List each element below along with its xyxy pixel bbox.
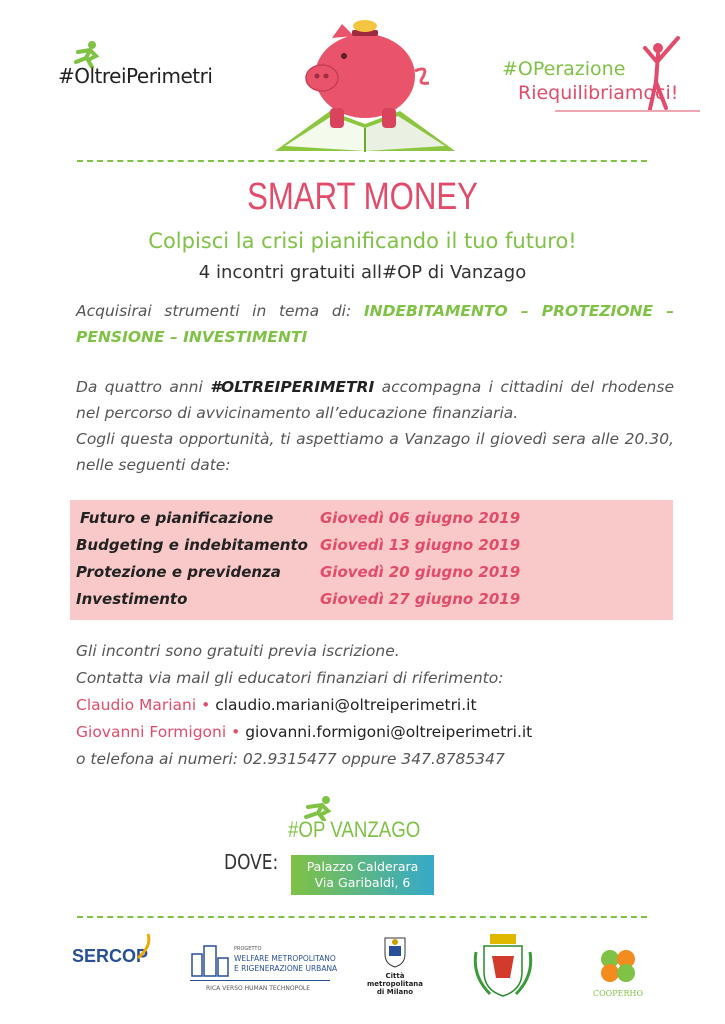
description-paragraph [76,374,674,478]
citta-line1: Città [385,972,405,980]
welfare-rule [190,980,330,981]
page-title: SMART MONEY [247,176,478,218]
schedule-topic: Budgeting e indebitamento [76,536,308,554]
venue-logo-text: #OP VANZAGO [288,817,421,842]
contact-email[interactable]: giovanni.formigoni@oltreiperimetri.it [245,723,533,741]
right-logo-line2: Riequilibriamoci! [518,82,679,104]
intro-paragraph [76,298,674,350]
piggy-bank-illustration [270,16,460,156]
clover-icon [596,945,640,985]
contacts-line1: Gli incontri sono gratuiti previa iscrizione. [76,642,400,660]
cooperho-logo [588,945,648,998]
intro-prefix: Acquisirai strumenti in tema di: [76,302,364,320]
contacts-line2: Contatta via mail gli educatori finanziari di riferimento: [76,669,504,687]
sercop-swirl-icon [134,932,156,962]
venue-place: Palazzo Calderara [306,859,419,874]
venue-label: DOVE: [224,850,279,874]
schedule-row [76,536,521,554]
contact-person [76,692,676,719]
welfare-line2: E RIGENERAZIONE URBANA [234,964,338,973]
venue-address: Via Garibaldi, 6 [314,875,411,890]
bullet: • [201,696,211,714]
top-divider [77,160,647,162]
welfare-line1: WELFARE METROPOLITANO [234,954,336,963]
citta-line3: di Milano [376,988,414,996]
venue-box [291,855,434,895]
description-hashtag: #OLTREIPERIMETRI [210,378,375,396]
description-start: Da quattro anni [76,378,211,396]
schedule-topic: Protezione e previdenza [76,563,281,581]
subtitle: Colpisci la crisi pianificando il tuo futuro! [148,229,577,253]
citta-metropolitana-logo [355,936,435,996]
municipal-crest-icon [470,932,536,1002]
bullet: • [231,723,241,741]
op-vanzago-logo [288,795,448,850]
swoosh-line [555,110,700,112]
oltreiperimetri-logo [58,40,218,90]
sercop-logo [72,946,148,967]
operazione-logo [500,34,700,124]
schedule-topic: Investimento [76,590,188,608]
citta-line2: metropolitana [366,980,424,988]
contact-email[interactable]: claudio.mariani@oltreiperimetri.it [215,696,477,714]
schedule-topic: Futuro e pianificazione [80,509,274,527]
sercop-text: SERCOP [72,946,149,966]
cooperho-text: COOPERHO [592,989,644,998]
welfare-subtitle: RICA VERSO HUMAN TECHNOPOLE [206,985,311,992]
description-invite: Cogli questa opportunità, ti aspettiamo a Vanzago il giovedì sera alle 20.30, nelle seguenti date: [76,430,674,474]
schedule-date: Giovedì 20 giugno 2019 [320,563,521,581]
left-logo-text: #OltreiPerimetri [58,64,213,88]
contact-name: Claudio Mariani [76,696,197,714]
buildings-icon [190,942,232,978]
contact-name: Giovanni Formigoni [76,723,227,741]
subtitle-secondary: 4 incontri gratuiti all#OP di Vanzago [198,262,527,283]
contacts-section [76,638,676,773]
description-end: accompagna i cittadini del rhodense nel percorso di avvicinamento all’educazione finanziaria. [76,378,674,422]
bottom-divider [77,916,647,918]
right-logo-line1: #OPerazione [502,58,626,80]
crest-icon [383,936,407,968]
schedule-row [76,563,521,581]
schedule-table [70,500,673,620]
schedule-row [76,590,521,608]
welfare-small: PROGETTO [234,946,262,952]
intro-topics: INDEBITAMENTO – PROTEZIONE – PENSIONE – INVESTIMENTI [76,302,674,346]
schedule-row [80,509,521,527]
phone-line: o telefona ai numeri: 02.9315477 oppure 347.8785347 [76,750,505,768]
contact-person [76,719,676,746]
schedule-date: Giovedì 27 giugno 2019 [320,590,521,608]
schedule-date: Giovedì 06 giugno 2019 [320,509,521,527]
schedule-date: Giovedì 13 giugno 2019 [320,536,521,554]
